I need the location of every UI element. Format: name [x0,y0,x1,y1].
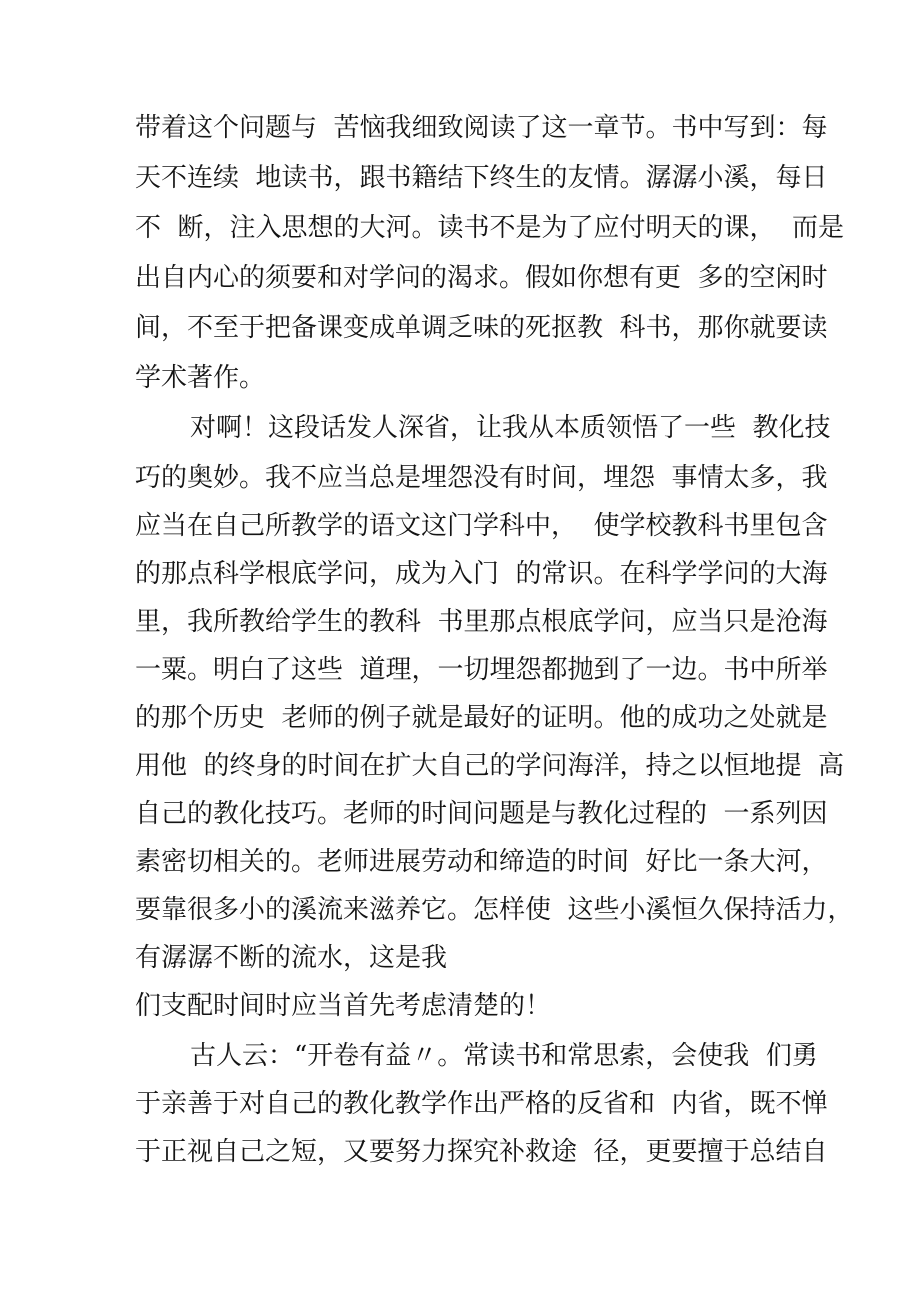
text-line: 于正视自己之短，又要努力探究补救途 径，更要擅于总结自 [135,1137,828,1167]
text-line: 要靠很多小的溪流来滋养它。怎样使 这些小溪恒久保持活力， [135,895,854,925]
text-line: 素密切相关的。老师进展劳动和缔造的时间 好比一条大河， [135,847,828,877]
text-line: 巧的奥妙。我不应当总是埋怨没有时间，埋怨 事情太多，我 [135,463,828,493]
text-line: 里，我所教给学生的教科 书里那点根底学问，应当只是沧海 [135,607,828,637]
text-line: 应当在自己所教学的语文这门学科中， 使学校教科书里包含 [135,511,828,541]
text-line: 于亲善于对自己的教化教学作出严格的反省和 内省，既不惮 [135,1089,828,1119]
text-line: 的那点科学根底学问，成为入门 的常识。在科学学问的大海 [135,559,828,589]
text-line: 有潺潺不断的流水，这是我 [135,943,448,973]
text-line: 天不连续 地读书，跟书籍结下终生的友情。潺潺小溪，每日 [135,163,828,193]
text-line: 一粟。明白了这些 道理，一切埋怨都抛到了一边。书中所举 [135,655,828,685]
text-line: 间，不至于把备课变成单调乏味的死抠教 科书，那你就要读 [135,313,828,343]
text-line: 出自内心的须要和对学问的渴求。假如你想有更 多的空闲时 [135,263,828,293]
text-line: 带着这个问题与 苦恼我细致阅读了这一章节。书中写到：每 [135,113,828,143]
text-line: 们支配时间时应当首先考虑清楚的！ [135,991,552,1021]
text-line: 对啊！这段话发人深省，让我从本质领悟了一些 教化技 [190,413,831,443]
text-line: 的那个历史 老师的例子就是最好的证明。他的成功之处就是 [135,703,828,733]
text-line: 不 断，注入思想的大河。读书不是为了应付明天的课， 而是 [135,213,845,243]
text-line: 自己的教化技巧。老师的时间问题是与教化过程的 一系列因 [135,799,828,829]
text-line: 古人云：“开卷有益〃。常读书和常思索，会使我 们勇 [190,1041,818,1071]
text-line: 用他 的终身的时间在扩大自己的学问海洋，持之以恒地提 高 [135,751,845,781]
text-line: 学术著作。 [135,363,266,393]
